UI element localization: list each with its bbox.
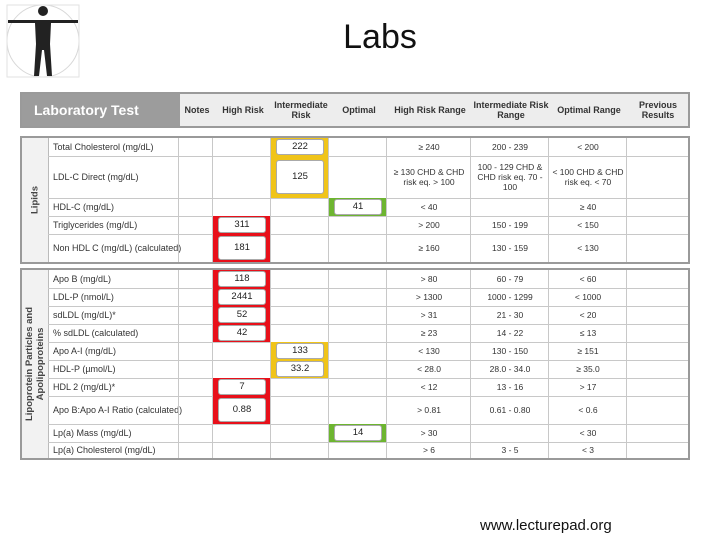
slide-title: Labs xyxy=(343,18,417,56)
notes-cell xyxy=(178,424,213,442)
opt-risk-cell xyxy=(328,396,387,424)
opt-range-cell: < 60 xyxy=(548,270,627,288)
int-risk-cell xyxy=(270,288,329,306)
high-range-cell: > 1300 xyxy=(386,288,471,306)
result-value: 52 xyxy=(218,307,266,323)
notes-cell xyxy=(178,270,213,288)
test-name: HDL-P (µmol/L) xyxy=(53,364,116,374)
opt-range-cell: < 0.6 xyxy=(548,396,627,424)
high-risk-cell xyxy=(212,198,271,216)
high-risk-cell xyxy=(212,306,271,324)
high-risk-cell xyxy=(212,378,271,396)
result-value: 133 xyxy=(276,343,324,359)
prev-cell xyxy=(626,342,691,360)
notes-cell xyxy=(178,306,213,324)
opt-range-cell: < 130 xyxy=(548,234,627,262)
opt-risk-cell xyxy=(328,138,387,156)
high-range-cell: < 12 xyxy=(386,378,471,396)
opt-range-cell: < 200 xyxy=(548,138,627,156)
header-notes: Notes xyxy=(184,105,210,115)
human-silhouette-icon xyxy=(2,0,84,82)
opt-range-cell: < 30 xyxy=(548,424,627,442)
test-name: LDL-C Direct (mg/dL) xyxy=(53,172,139,182)
opt-range-cell: < 150 xyxy=(548,216,627,234)
high-risk-cell xyxy=(212,234,271,262)
high-range-cell: < 40 xyxy=(386,198,471,216)
high-range-cell: > 0.81 xyxy=(386,396,471,424)
test-name: Triglycerides (mg/dL) xyxy=(53,220,138,230)
opt-risk-cell xyxy=(328,342,387,360)
result-value: 118 xyxy=(218,271,266,287)
int-range-cell: 130 - 150 xyxy=(470,342,549,360)
high-range-cell: > 31 xyxy=(386,306,471,324)
header-high-risk-range: High Risk Range xyxy=(394,105,466,115)
prev-cell xyxy=(626,396,691,424)
test-name: Lp(a) Mass (mg/dL) xyxy=(53,428,132,438)
opt-risk-cell xyxy=(328,156,387,198)
result-value: 311 xyxy=(218,217,266,233)
prev-cell xyxy=(626,288,691,306)
opt-range-cell: < 100 CHD & CHD risk eq. < 70 xyxy=(548,156,627,198)
notes-cell xyxy=(178,396,213,424)
notes-cell xyxy=(178,198,213,216)
table-row xyxy=(48,424,688,443)
header-high-risk: High Risk xyxy=(222,105,264,115)
int-range-cell: 13 - 16 xyxy=(470,378,549,396)
opt-range-cell: < 3 xyxy=(548,442,627,458)
test-name: HDL 2 (mg/dL)* xyxy=(53,382,116,392)
opt-risk-cell xyxy=(328,198,387,216)
notes-cell xyxy=(178,138,213,156)
prev-cell xyxy=(626,306,691,324)
opt-range-cell: > 17 xyxy=(548,378,627,396)
opt-risk-cell xyxy=(328,234,387,262)
result-value: 0.88 xyxy=(218,398,266,422)
int-risk-cell xyxy=(270,342,329,360)
test-name: Lp(a) Cholesterol (mg/dL) xyxy=(53,445,156,455)
opt-range-cell: ≤ 13 xyxy=(548,324,627,342)
header-intermediate-risk-range: Intermediate Risk Range xyxy=(473,100,549,120)
table-row xyxy=(48,306,688,325)
int-risk-cell xyxy=(270,442,329,458)
int-range-cell xyxy=(470,424,549,442)
opt-risk-cell xyxy=(328,442,387,458)
high-risk-cell xyxy=(212,156,271,198)
high-range-cell: ≥ 160 xyxy=(386,234,471,262)
int-range-cell: 3 - 5 xyxy=(470,442,549,458)
table-row xyxy=(48,270,688,289)
int-range-cell: 200 - 239 xyxy=(470,138,549,156)
high-risk-cell xyxy=(212,216,271,234)
prev-cell xyxy=(626,270,691,288)
test-name: sdLDL (mg/dL)* xyxy=(53,310,116,320)
high-range-cell: > 80 xyxy=(386,270,471,288)
table-row xyxy=(48,234,688,262)
header-previous-results: Previous Results xyxy=(638,100,678,120)
high-risk-cell xyxy=(212,360,271,378)
lipoprotein-section xyxy=(20,268,690,460)
test-name: Apo A-I (mg/dL) xyxy=(53,346,117,356)
lipids-section xyxy=(20,136,690,264)
header-optimal: Optimal xyxy=(342,105,376,115)
prev-cell xyxy=(626,360,691,378)
test-name: HDL-C (mg/dL) xyxy=(53,202,115,212)
result-value: 2441 xyxy=(218,289,266,305)
int-range-cell: 100 - 129 CHD & CHD risk eq. 70 - 100 xyxy=(470,156,549,198)
result-value: 42 xyxy=(218,325,266,341)
opt-range-cell: < 20 xyxy=(548,306,627,324)
high-risk-cell xyxy=(212,442,271,458)
header-title: Laboratory Test xyxy=(22,94,180,126)
test-name: Apo B:Apo A-I Ratio (calculated) xyxy=(53,405,183,415)
test-name: LDL-P (nmol/L) xyxy=(53,292,114,302)
int-range-cell xyxy=(470,198,549,216)
int-risk-cell xyxy=(270,424,329,442)
int-risk-cell xyxy=(270,396,329,424)
header-intermediate-risk: Intermediate Risk xyxy=(274,100,328,120)
table-row xyxy=(48,216,688,235)
prev-cell xyxy=(626,324,691,342)
high-risk-cell xyxy=(212,424,271,442)
notes-cell xyxy=(178,216,213,234)
int-risk-cell xyxy=(270,198,329,216)
table-row xyxy=(48,138,688,157)
prev-cell xyxy=(626,156,691,198)
opt-risk-cell xyxy=(328,424,387,442)
table-row xyxy=(48,378,688,397)
notes-cell xyxy=(178,324,213,342)
high-risk-cell xyxy=(212,342,271,360)
lab-report xyxy=(20,92,690,460)
table-row xyxy=(48,198,688,217)
test-name: Non HDL C (mg/dL) (calculated) xyxy=(53,243,182,253)
prev-cell xyxy=(626,442,691,458)
lipoprotein-section-label: Lipoprotein Particles and Apolipoproteins xyxy=(22,270,49,458)
test-name: Total Cholesterol (mg/dL) xyxy=(53,142,154,152)
table-row xyxy=(48,156,688,199)
int-range-cell: 150 - 199 xyxy=(470,216,549,234)
high-risk-cell xyxy=(212,288,271,306)
high-range-cell: ≥ 130 CHD & CHD risk eq. > 100 xyxy=(386,156,471,198)
test-name: Apo B (mg/dL) xyxy=(53,274,112,284)
high-range-cell: > 6 xyxy=(386,442,471,458)
notes-cell xyxy=(178,234,213,262)
int-risk-cell xyxy=(270,216,329,234)
opt-range-cell: ≥ 40 xyxy=(548,198,627,216)
table-row xyxy=(48,360,688,379)
result-value: 41 xyxy=(334,199,382,215)
int-risk-cell xyxy=(270,306,329,324)
int-range-cell: 14 - 22 xyxy=(470,324,549,342)
int-range-cell: 60 - 79 xyxy=(470,270,549,288)
prev-cell xyxy=(626,234,691,262)
high-range-cell: ≥ 23 xyxy=(386,324,471,342)
table-row xyxy=(48,396,688,425)
opt-risk-cell xyxy=(328,216,387,234)
prev-cell xyxy=(626,198,691,216)
test-name: % sdLDL (calculated) xyxy=(53,328,139,338)
result-value: 222 xyxy=(276,139,324,155)
header-optimal-range: Optimal Range xyxy=(557,105,621,115)
opt-risk-cell xyxy=(328,270,387,288)
int-risk-cell xyxy=(270,378,329,396)
table-row xyxy=(48,442,688,458)
int-risk-cell xyxy=(270,138,329,156)
high-risk-cell xyxy=(212,396,271,424)
high-range-cell: < 130 xyxy=(386,342,471,360)
result-value: 14 xyxy=(334,425,382,441)
table-row xyxy=(48,342,688,361)
int-risk-cell xyxy=(270,360,329,378)
table-header xyxy=(20,92,690,128)
high-range-cell: ≥ 240 xyxy=(386,138,471,156)
result-value: 7 xyxy=(218,379,266,395)
int-risk-cell xyxy=(270,234,329,262)
notes-cell xyxy=(178,342,213,360)
opt-range-cell: ≥ 35.0 xyxy=(548,360,627,378)
result-value: 181 xyxy=(218,236,266,260)
notes-cell xyxy=(178,442,213,458)
prev-cell xyxy=(626,378,691,396)
footer-url: www.lecturepad.org xyxy=(480,517,612,534)
notes-cell xyxy=(178,288,213,306)
lipids-section-label: Lipids xyxy=(22,138,49,262)
opt-risk-cell xyxy=(328,288,387,306)
result-value: 33.2 xyxy=(276,361,324,377)
table-row xyxy=(48,288,688,307)
int-risk-cell xyxy=(270,156,329,198)
int-risk-cell xyxy=(270,270,329,288)
notes-cell xyxy=(178,360,213,378)
prev-cell xyxy=(626,424,691,442)
high-range-cell: < 28.0 xyxy=(386,360,471,378)
notes-cell xyxy=(178,156,213,198)
int-range-cell: 0.61 - 0.80 xyxy=(470,396,549,424)
notes-cell xyxy=(178,378,213,396)
prev-cell xyxy=(626,138,691,156)
int-range-cell: 130 - 159 xyxy=(470,234,549,262)
high-range-cell: > 30 xyxy=(386,424,471,442)
opt-risk-cell xyxy=(328,378,387,396)
prev-cell xyxy=(626,216,691,234)
high-risk-cell xyxy=(212,270,271,288)
high-risk-cell xyxy=(212,324,271,342)
int-range-cell: 21 - 30 xyxy=(470,306,549,324)
int-range-cell: 28.0 - 34.0 xyxy=(470,360,549,378)
result-value: 125 xyxy=(276,160,324,195)
table-row xyxy=(48,324,688,343)
opt-risk-cell xyxy=(328,360,387,378)
high-risk-cell xyxy=(212,138,271,156)
opt-risk-cell xyxy=(328,324,387,342)
opt-risk-cell xyxy=(328,306,387,324)
int-risk-cell xyxy=(270,324,329,342)
high-range-cell: > 200 xyxy=(386,216,471,234)
int-range-cell: 1000 - 1299 xyxy=(470,288,549,306)
opt-range-cell: < 1000 xyxy=(548,288,627,306)
opt-range-cell: ≥ 151 xyxy=(548,342,627,360)
